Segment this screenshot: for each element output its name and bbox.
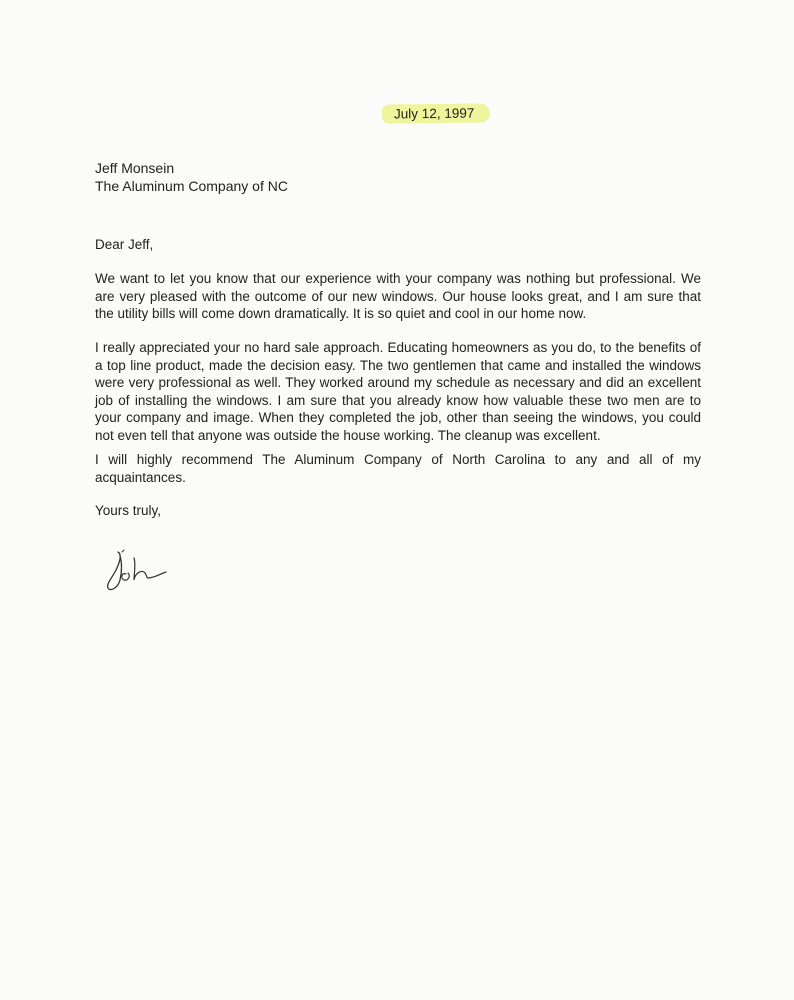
date-highlight [382,103,491,123]
letter-date: July 12, 1997 [393,105,475,122]
recipient-block [95,159,288,195]
handwritten-signature [104,548,184,594]
salutation: Dear Jeff, [95,237,154,252]
paragraph-2: I really appreciated your no hard sale approach. Educating homeowners as you do, to the benefits of a top line product, made the decision easy. The two gentlemen that came and installed the windows were very professional as well. They worked around my schedule as necessary and did an excellent job of installing the windows. I am sure that you already know how valuable these two men are to your company and image. When they completed the job, other than seeing the windows, you could not even tell that anyone was outside the house working. The cleanup was excellent. [95,340,701,443]
recipient-name: Jeff Monsein [95,160,175,176]
paragraph-3: I will highly recommend The Aluminum Company of North Carolina to any and all of my acquaintances. [95,452,701,485]
recipient-company: The Aluminum Company of NC [95,178,288,194]
paragraph-1: We want to let you know that our experience with your company was nothing but professional. We are very pleased with the outcome of our new windows. Our house looks great, and I am sure that the utility bills will come down dramatically. It is so quiet and cool in our home now. [95,271,701,322]
closing: Yours truly, [95,503,162,518]
